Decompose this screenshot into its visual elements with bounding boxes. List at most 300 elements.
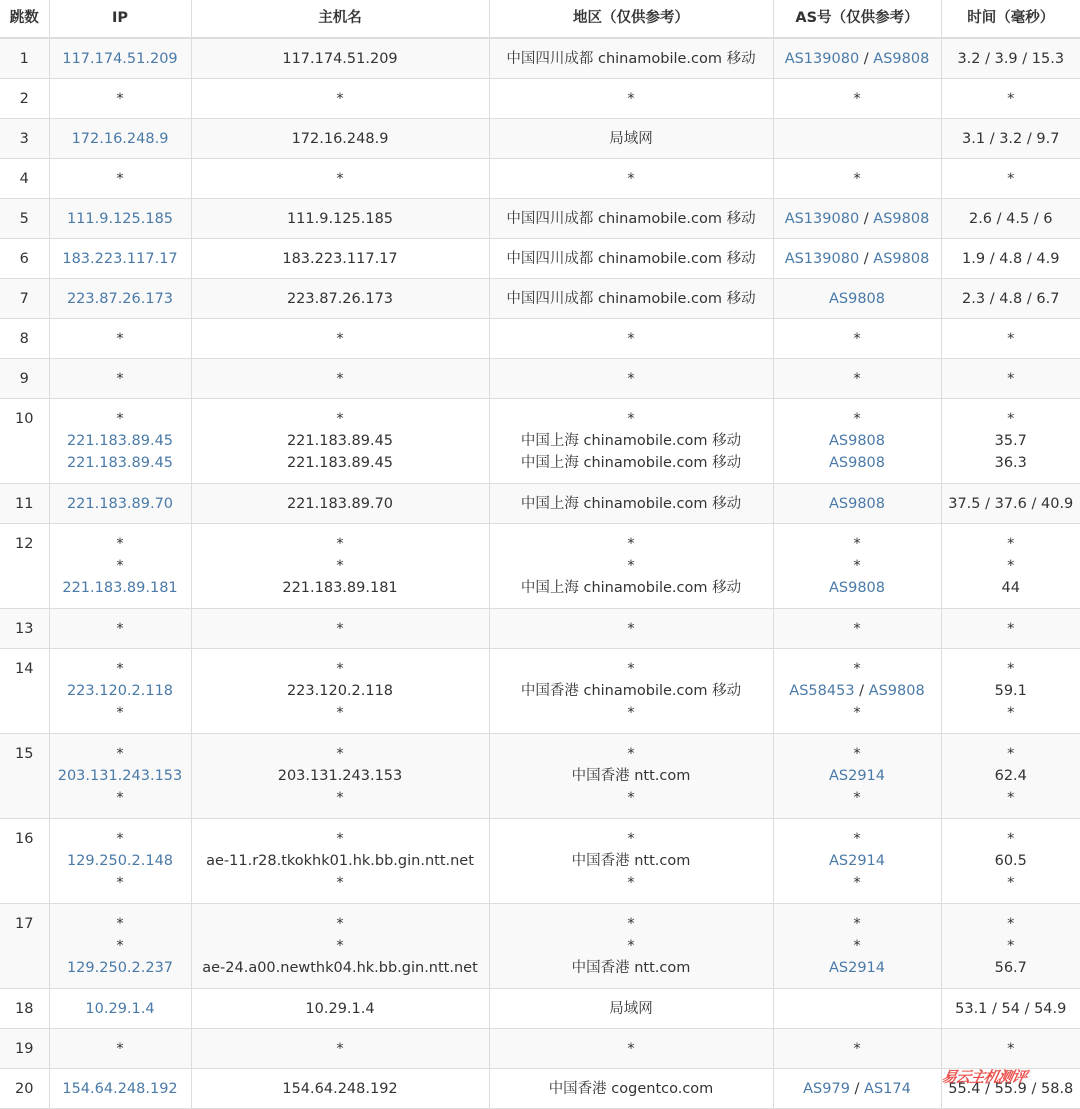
region-cell bbox=[489, 904, 773, 989]
timeout-marker: * bbox=[336, 558, 344, 574]
region-cell bbox=[489, 1069, 773, 1109]
ip-link[interactable]: 221.183.89.45 bbox=[66, 433, 174, 449]
hostname-cell bbox=[191, 904, 489, 989]
table-row bbox=[0, 119, 1080, 159]
region-cell bbox=[489, 119, 773, 159]
hop-cell bbox=[0, 399, 49, 484]
hop-number: 15 bbox=[15, 746, 34, 762]
ip-link[interactable]: 172.16.248.9 bbox=[71, 130, 169, 147]
region-text: 中国四川成都 chinamobile.com 移动 bbox=[506, 210, 756, 227]
as-cell bbox=[773, 989, 941, 1029]
hop-cell bbox=[0, 734, 49, 819]
timeout-marker: * bbox=[116, 536, 124, 552]
hop-number: 19 bbox=[15, 1040, 34, 1057]
hostname-cell bbox=[191, 649, 489, 734]
as-line bbox=[778, 493, 937, 515]
ip-cell bbox=[49, 609, 191, 649]
as-link[interactable]: AS2914 bbox=[828, 768, 886, 784]
hop-cell bbox=[0, 989, 49, 1029]
as-cell bbox=[773, 819, 941, 904]
hop-number: 16 bbox=[15, 831, 34, 847]
timeout-marker: * bbox=[336, 746, 344, 762]
as-link[interactable]: AS139080 bbox=[784, 250, 860, 267]
as-line bbox=[778, 872, 937, 894]
region-cell bbox=[489, 359, 773, 399]
hop-number: 12 bbox=[15, 536, 34, 552]
as-cell bbox=[773, 159, 941, 199]
timeout-marker: * bbox=[336, 170, 344, 187]
host-text: 221.183.89.181 bbox=[282, 580, 398, 596]
as-line bbox=[778, 555, 937, 577]
as-line bbox=[778, 533, 937, 555]
as-line bbox=[778, 1038, 937, 1060]
as-link[interactable]: AS979 bbox=[803, 1080, 850, 1097]
timeout-marker: * bbox=[853, 746, 861, 762]
table-row bbox=[0, 484, 1080, 524]
timeout-marker: * bbox=[336, 916, 344, 932]
ip-cell bbox=[49, 79, 191, 119]
timeout-marker: * bbox=[1007, 831, 1015, 847]
timeout-marker: * bbox=[116, 620, 124, 637]
timeout-marker: * bbox=[853, 938, 861, 954]
as-link[interactable]: AS174 bbox=[864, 1080, 911, 1097]
table-row bbox=[0, 199, 1080, 239]
ip-link[interactable]: 223.87.26.173 bbox=[66, 290, 174, 307]
timeout-marker: * bbox=[336, 831, 344, 847]
as-link[interactable]: AS2914 bbox=[828, 853, 886, 869]
timeout-marker: * bbox=[336, 90, 344, 107]
as-line bbox=[778, 998, 937, 1020]
timeout-marker: * bbox=[336, 370, 344, 387]
as-cell bbox=[773, 609, 941, 649]
as-line bbox=[778, 430, 937, 452]
time-cell bbox=[941, 734, 1080, 819]
ip-link[interactable]: 221.183.89.70 bbox=[66, 495, 174, 512]
as-line bbox=[778, 452, 937, 474]
as-cell bbox=[773, 649, 941, 734]
host-text: 223.120.2.118 bbox=[286, 683, 394, 699]
hop-number: 13 bbox=[15, 620, 34, 637]
timeout-marker: * bbox=[627, 1040, 635, 1057]
ip-link[interactable]: 183.223.117.17 bbox=[62, 250, 178, 267]
time-text: 2.3 / 4.8 / 6.7 bbox=[962, 290, 1060, 307]
region-text: 中国四川成都 chinamobile.com 移动 bbox=[506, 290, 756, 307]
time-cell bbox=[941, 524, 1080, 609]
time-cell bbox=[941, 904, 1080, 989]
as-link[interactable]: AS2914 bbox=[828, 960, 886, 976]
region-cell bbox=[489, 79, 773, 119]
timeout-marker: * bbox=[627, 330, 635, 347]
ip-cell bbox=[49, 279, 191, 319]
timeout-marker: * bbox=[336, 875, 344, 891]
ip-cell bbox=[49, 199, 191, 239]
timeout-marker: * bbox=[336, 938, 344, 954]
timeout-marker: * bbox=[1007, 875, 1015, 891]
region-cell bbox=[489, 734, 773, 819]
time-cell bbox=[941, 989, 1080, 1029]
region-cell bbox=[489, 649, 773, 734]
hop-cell bbox=[0, 904, 49, 989]
hop-number: 2 bbox=[19, 90, 29, 107]
hop-cell bbox=[0, 484, 49, 524]
timeout-marker: * bbox=[627, 170, 635, 187]
hop-cell bbox=[0, 319, 49, 359]
hop-cell bbox=[0, 1029, 49, 1069]
hop-number: 17 bbox=[15, 916, 34, 932]
as-link[interactable]: AS9808 bbox=[873, 210, 930, 227]
hostname-cell bbox=[191, 1029, 489, 1069]
as-link[interactable]: AS58453 bbox=[789, 683, 855, 699]
as-line bbox=[778, 935, 937, 957]
time-text: 44 bbox=[1001, 580, 1020, 596]
time-cell bbox=[941, 79, 1080, 119]
region-cell bbox=[489, 609, 773, 649]
watermark: 易云主机测评 bbox=[939, 1068, 1028, 1086]
time-cell bbox=[941, 359, 1080, 399]
timeout-marker: * bbox=[116, 875, 124, 891]
hostname-cell bbox=[191, 609, 489, 649]
table-row bbox=[0, 319, 1080, 359]
ip-cell bbox=[49, 319, 191, 359]
time-cell bbox=[941, 819, 1080, 904]
as-cell bbox=[773, 904, 941, 989]
as-cell bbox=[773, 199, 941, 239]
as-separator: / bbox=[854, 683, 869, 699]
timeout-marker: * bbox=[1007, 790, 1015, 806]
table-row bbox=[0, 734, 1080, 819]
timeout-marker: * bbox=[1007, 536, 1015, 552]
table-row bbox=[0, 38, 1080, 79]
timeout-marker: * bbox=[627, 938, 635, 954]
as-separator: / bbox=[859, 50, 874, 67]
header-time: 时间（毫秒） bbox=[941, 0, 1080, 38]
timeout-marker: * bbox=[627, 831, 635, 847]
ip-link[interactable]: 221.183.89.181 bbox=[62, 580, 178, 596]
timeout-marker: * bbox=[853, 1040, 861, 1057]
as-link[interactable]: AS9808 bbox=[873, 50, 930, 67]
as-separator: / bbox=[859, 250, 874, 267]
time-cell bbox=[941, 119, 1080, 159]
host-text: 117.174.51.209 bbox=[282, 50, 398, 67]
time-text: 56.7 bbox=[994, 960, 1027, 976]
host-text: 221.183.89.45 bbox=[286, 455, 394, 471]
host-text: ae-11.r28.tkokhk01.hk.bb.gin.ntt.net bbox=[206, 853, 474, 869]
host-text: 111.9.125.185 bbox=[286, 210, 394, 227]
ip-link[interactable]: 221.183.89.45 bbox=[66, 455, 174, 471]
timeout-marker: * bbox=[1007, 370, 1015, 387]
region-cell bbox=[489, 484, 773, 524]
timeout-marker: * bbox=[116, 916, 124, 932]
ip-cell bbox=[49, 819, 191, 904]
host-text: 10.29.1.4 bbox=[305, 1000, 375, 1017]
timeout-marker: * bbox=[627, 705, 635, 721]
time-cell bbox=[941, 199, 1080, 239]
ip-cell bbox=[49, 239, 191, 279]
time-cell bbox=[941, 609, 1080, 649]
table-row bbox=[0, 279, 1080, 319]
as-cell bbox=[773, 484, 941, 524]
timeout-marker: * bbox=[853, 916, 861, 932]
as-link[interactable]: AS9808 bbox=[828, 580, 886, 596]
region-text: 中国上海 chinamobile.com 移动 bbox=[520, 455, 742, 471]
hop-number: 5 bbox=[19, 210, 29, 227]
time-cell bbox=[941, 1029, 1080, 1069]
time-text: 2.6 / 4.5 / 6 bbox=[968, 210, 1053, 227]
timeout-marker: * bbox=[627, 790, 635, 806]
region-cell bbox=[489, 279, 773, 319]
as-line bbox=[778, 743, 937, 765]
timeout-marker: * bbox=[853, 170, 861, 187]
timeout-marker: * bbox=[627, 916, 635, 932]
time-cell bbox=[941, 1069, 1080, 1109]
time-text: 55.4 / 55.9 / 58.8 bbox=[948, 1080, 1074, 1097]
timeout-marker: * bbox=[1007, 705, 1015, 721]
region-text: 中国香港 ntt.com bbox=[571, 853, 691, 869]
table-row bbox=[0, 609, 1080, 649]
ip-cell bbox=[49, 159, 191, 199]
as-line bbox=[778, 957, 937, 979]
ip-cell bbox=[49, 734, 191, 819]
region-text: 中国上海 chinamobile.com 移动 bbox=[520, 580, 742, 596]
hop-number: 18 bbox=[15, 1000, 34, 1017]
as-cell bbox=[773, 1069, 941, 1109]
time-cell bbox=[941, 38, 1080, 79]
time-text: 3.2 / 3.9 / 15.3 bbox=[957, 50, 1065, 67]
timeout-marker: * bbox=[853, 90, 861, 107]
as-cell bbox=[773, 319, 941, 359]
as-link[interactable]: AS9808 bbox=[828, 455, 886, 471]
ip-link[interactable]: 117.174.51.209 bbox=[62, 50, 178, 67]
ip-cell bbox=[49, 1029, 191, 1069]
timeout-marker: * bbox=[627, 875, 635, 891]
table-row bbox=[0, 649, 1080, 734]
timeout-marker: * bbox=[627, 90, 635, 107]
as-line bbox=[778, 1078, 937, 1100]
time-cell bbox=[941, 159, 1080, 199]
timeout-marker: * bbox=[116, 170, 124, 187]
region-cell bbox=[489, 399, 773, 484]
timeout-marker: * bbox=[336, 1040, 344, 1057]
hop-number: 4 bbox=[19, 170, 29, 187]
hop-number: 3 bbox=[19, 130, 29, 147]
timeout-marker: * bbox=[853, 620, 861, 637]
ip-link[interactable]: 223.120.2.118 bbox=[66, 683, 174, 699]
hop-cell bbox=[0, 79, 49, 119]
hop-number: 10 bbox=[15, 411, 34, 427]
timeout-marker: * bbox=[116, 790, 124, 806]
ip-cell bbox=[49, 38, 191, 79]
hostname-cell bbox=[191, 1069, 489, 1109]
table-row bbox=[0, 1029, 1080, 1069]
table-body bbox=[0, 38, 1080, 1109]
time-text: 59.1 bbox=[994, 683, 1027, 699]
time-cell bbox=[941, 649, 1080, 734]
region-text: 中国上海 chinamobile.com 移动 bbox=[520, 433, 742, 449]
host-text: 183.223.117.17 bbox=[282, 250, 398, 267]
timeout-marker: * bbox=[853, 705, 861, 721]
table-row bbox=[0, 524, 1080, 609]
hop-number: 7 bbox=[19, 290, 29, 307]
timeout-marker: * bbox=[853, 411, 861, 427]
timeout-marker: * bbox=[853, 536, 861, 552]
table-row bbox=[0, 239, 1080, 279]
as-line bbox=[778, 913, 937, 935]
timeout-marker: * bbox=[1007, 330, 1015, 347]
region-text: 中国香港 cogentco.com bbox=[548, 1080, 714, 1097]
time-text: 3.1 / 3.2 / 9.7 bbox=[962, 130, 1060, 147]
timeout-marker: * bbox=[627, 536, 635, 552]
timeout-marker: * bbox=[116, 746, 124, 762]
ip-cell bbox=[49, 989, 191, 1029]
timeout-marker: * bbox=[116, 90, 124, 107]
table-row bbox=[0, 989, 1080, 1029]
region-text: 局域网 bbox=[609, 1000, 653, 1017]
hostname-cell bbox=[191, 159, 489, 199]
as-line bbox=[778, 328, 937, 350]
region-cell bbox=[489, 159, 773, 199]
timeout-marker: * bbox=[336, 411, 344, 427]
region-text: 中国四川成都 chinamobile.com 移动 bbox=[506, 250, 756, 267]
time-text: 62.4 bbox=[994, 768, 1027, 784]
hostname-cell bbox=[191, 199, 489, 239]
hop-cell bbox=[0, 239, 49, 279]
timeout-marker: * bbox=[336, 330, 344, 347]
region-cell bbox=[489, 819, 773, 904]
hop-cell bbox=[0, 38, 49, 79]
as-link[interactable]: AS9808 bbox=[828, 290, 886, 307]
hostname-cell bbox=[191, 484, 489, 524]
ip-cell bbox=[49, 359, 191, 399]
as-line bbox=[778, 48, 937, 70]
timeout-marker: * bbox=[336, 661, 344, 677]
timeout-marker: * bbox=[627, 411, 635, 427]
as-line bbox=[778, 618, 937, 640]
hop-cell bbox=[0, 359, 49, 399]
ip-link[interactable]: 10.29.1.4 bbox=[85, 1000, 155, 1017]
timeout-marker: * bbox=[116, 558, 124, 574]
timeout-marker: * bbox=[336, 790, 344, 806]
as-link[interactable]: AS9808 bbox=[828, 495, 886, 512]
timeout-marker: * bbox=[1007, 90, 1015, 107]
timeout-marker: * bbox=[116, 330, 124, 347]
as-line bbox=[778, 208, 937, 230]
timeout-marker: * bbox=[1007, 916, 1015, 932]
timeout-marker: * bbox=[336, 705, 344, 721]
header-hostname: 主机名 bbox=[191, 0, 489, 38]
timeout-marker: * bbox=[1007, 1040, 1015, 1057]
region-cell bbox=[489, 524, 773, 609]
as-line bbox=[778, 787, 937, 809]
as-separator: / bbox=[849, 1080, 865, 1097]
ip-link[interactable]: 154.64.248.192 bbox=[62, 1080, 178, 1097]
region-cell bbox=[489, 199, 773, 239]
ip-link[interactable]: 111.9.125.185 bbox=[66, 210, 174, 227]
ip-link[interactable]: 129.250.2.148 bbox=[66, 853, 174, 869]
hop-cell bbox=[0, 649, 49, 734]
host-text: 221.183.89.45 bbox=[286, 433, 394, 449]
as-line bbox=[778, 850, 937, 872]
timeout-marker: * bbox=[627, 746, 635, 762]
as-cell bbox=[773, 1029, 941, 1069]
hop-number: 1 bbox=[19, 50, 29, 67]
hostname-cell bbox=[191, 79, 489, 119]
as-line bbox=[778, 288, 937, 310]
timeout-marker: * bbox=[1007, 558, 1015, 574]
host-text: ae-24.a00.newthk04.hk.bb.gin.ntt.net bbox=[202, 960, 478, 976]
host-text: 223.87.26.173 bbox=[286, 290, 394, 307]
as-cell bbox=[773, 399, 941, 484]
timeout-marker: * bbox=[853, 831, 861, 847]
timeout-marker: * bbox=[627, 620, 635, 637]
timeout-marker: * bbox=[116, 831, 124, 847]
timeout-marker: * bbox=[853, 370, 861, 387]
ip-cell bbox=[49, 904, 191, 989]
region-text: 中国四川成都 chinamobile.com 移动 bbox=[506, 50, 756, 67]
timeout-marker: * bbox=[1007, 938, 1015, 954]
as-cell bbox=[773, 119, 941, 159]
as-line bbox=[778, 408, 937, 430]
hop-number: 14 bbox=[15, 661, 34, 677]
time-text: 1.9 / 4.8 / 4.9 bbox=[962, 250, 1060, 267]
as-line bbox=[778, 248, 937, 270]
table-row bbox=[0, 819, 1080, 904]
hop-number: 9 bbox=[19, 370, 29, 387]
as-cell bbox=[773, 524, 941, 609]
as-cell bbox=[773, 279, 941, 319]
as-link[interactable]: AS9808 bbox=[873, 250, 930, 267]
as-line bbox=[778, 680, 937, 702]
as-link[interactable]: AS139080 bbox=[784, 50, 860, 67]
hostname-cell bbox=[191, 819, 489, 904]
hop-cell bbox=[0, 819, 49, 904]
ip-cell bbox=[49, 119, 191, 159]
timeout-marker: * bbox=[853, 790, 861, 806]
time-text: 36.3 bbox=[994, 455, 1027, 471]
time-text: 37.5 / 37.6 / 40.9 bbox=[948, 495, 1074, 512]
timeout-marker: * bbox=[1007, 661, 1015, 677]
as-line bbox=[778, 658, 937, 680]
hop-cell bbox=[0, 119, 49, 159]
header-ip: IP bbox=[49, 0, 191, 38]
as-link[interactable]: AS139080 bbox=[784, 210, 860, 227]
header-region: 地区（仅供参考） bbox=[489, 0, 773, 38]
hostname-cell bbox=[191, 399, 489, 484]
table-row bbox=[0, 359, 1080, 399]
as-separator: / bbox=[859, 210, 874, 227]
as-line bbox=[778, 128, 937, 150]
region-text: 局域网 bbox=[609, 130, 653, 147]
as-cell bbox=[773, 239, 941, 279]
hostname-cell bbox=[191, 319, 489, 359]
as-line bbox=[778, 702, 937, 724]
ip-cell bbox=[49, 399, 191, 484]
hostname-cell bbox=[191, 524, 489, 609]
region-cell bbox=[489, 319, 773, 359]
table-row bbox=[0, 1069, 1080, 1109]
timeout-marker: * bbox=[116, 370, 124, 387]
host-text: 203.131.243.153 bbox=[277, 768, 403, 784]
ip-link[interactable]: 129.250.2.237 bbox=[66, 960, 174, 976]
region-text: 中国香港 chinamobile.com 移动 bbox=[520, 683, 742, 699]
hostname-cell bbox=[191, 989, 489, 1029]
region-cell bbox=[489, 1029, 773, 1069]
timeout-marker: * bbox=[1007, 411, 1015, 427]
timeout-marker: * bbox=[853, 875, 861, 891]
as-link[interactable]: AS9808 bbox=[828, 433, 886, 449]
as-link[interactable]: AS9808 bbox=[868, 683, 925, 699]
ip-link[interactable]: 203.131.243.153 bbox=[57, 768, 183, 784]
timeout-marker: * bbox=[116, 705, 124, 721]
